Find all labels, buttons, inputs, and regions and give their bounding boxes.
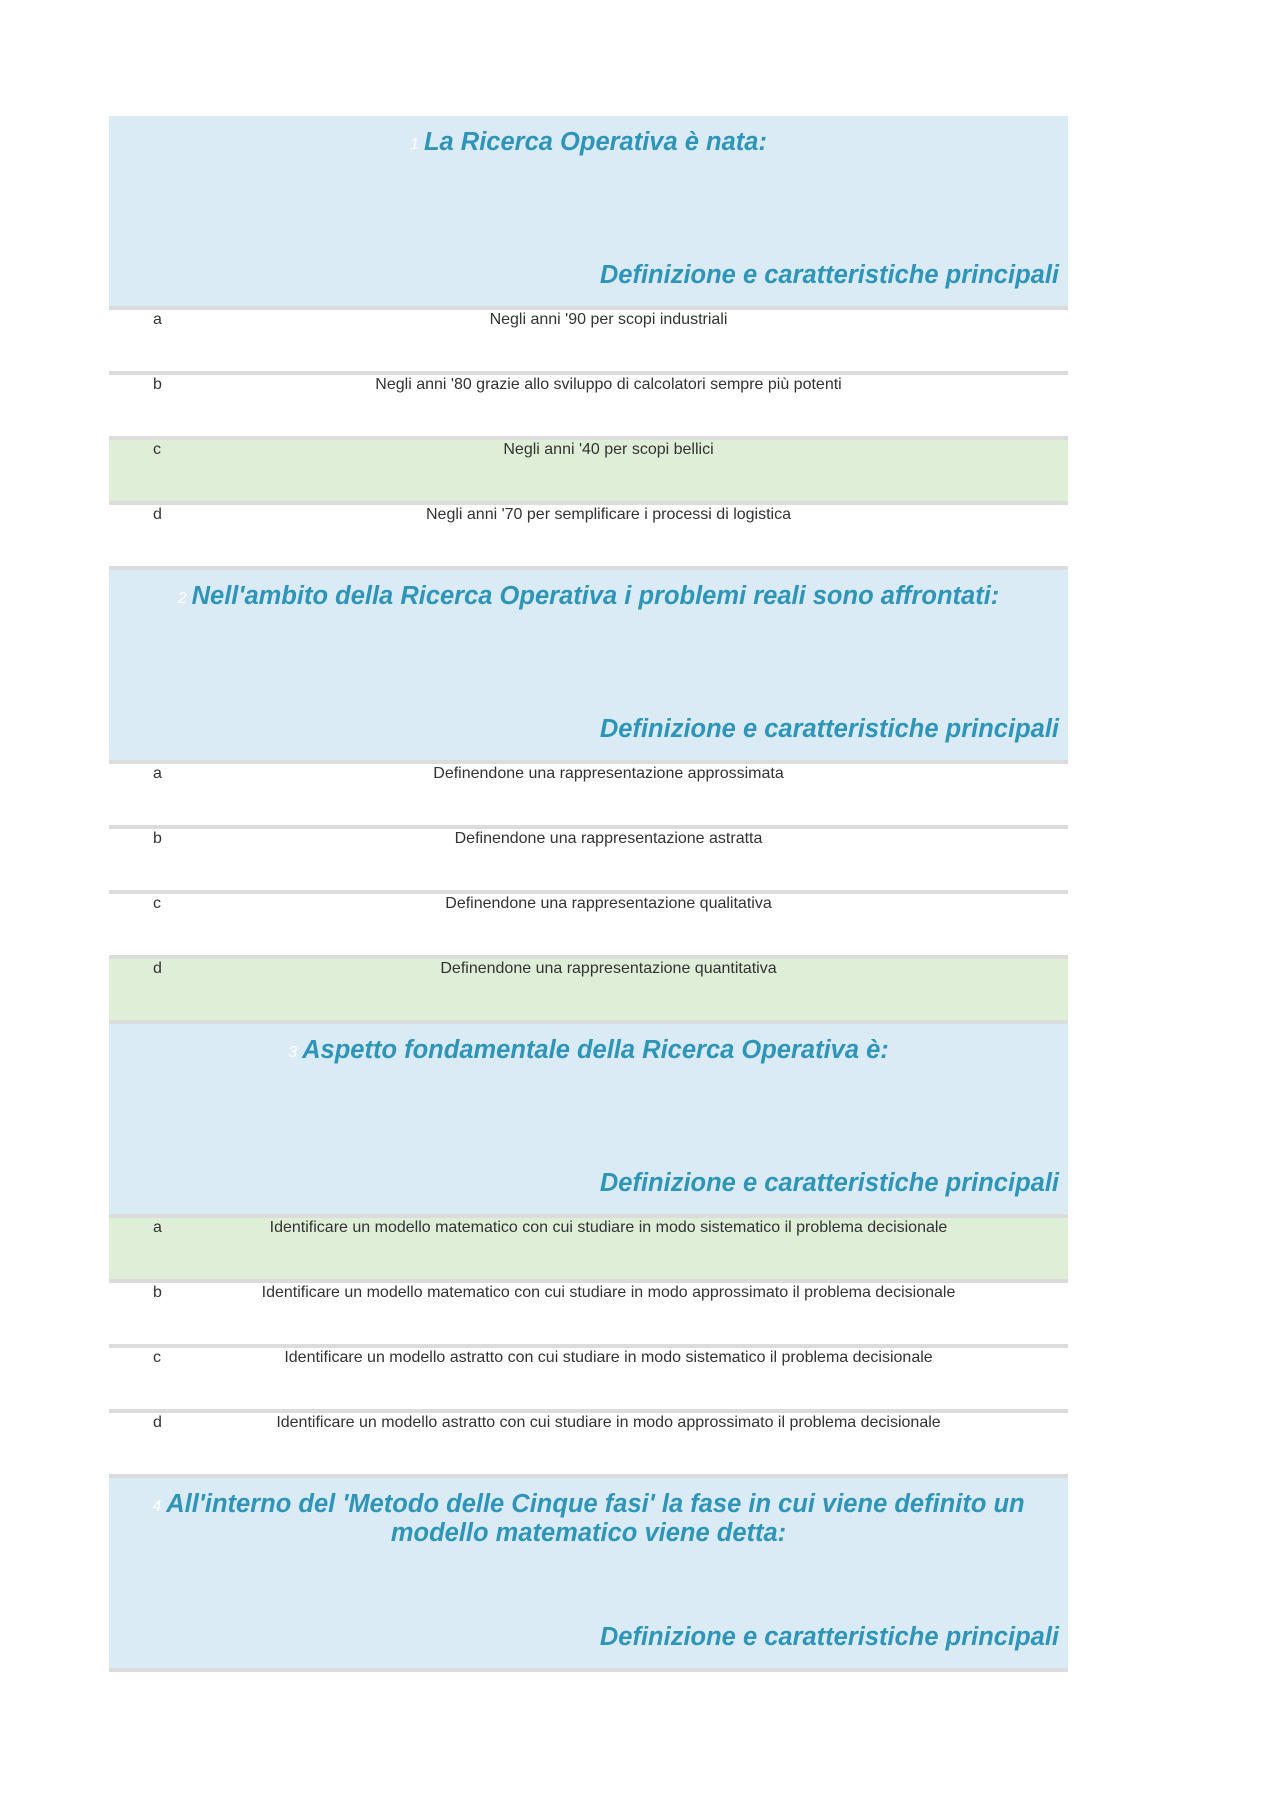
answer-letter: c: [153, 441, 161, 458]
question-text: All'interno del 'Metodo delle Cinque fasi' la fase in cui viene definito un modello matematico viene detta:: [166, 1490, 1025, 1547]
question-subject: Definizione e caratteristiche principali: [599, 261, 1059, 289]
answer-letter: b: [153, 1284, 162, 1301]
answer-text: Identificare un modello astratto con cui studiare in modo sistematico il problema decisionale: [284, 1349, 933, 1366]
answer-letter: b: [153, 830, 162, 847]
answer-letter: d: [153, 506, 162, 523]
question-header: [109, 116, 1068, 310]
answer-row-correct: [109, 959, 1068, 1024]
answer-letter: a: [153, 1219, 162, 1236]
answer-row: [109, 505, 1068, 570]
answer-text: Definendone una rappresentazione astratta: [454, 830, 763, 847]
question-header: [109, 1024, 1068, 1218]
answer-row: [109, 829, 1068, 894]
answer-row-correct: [109, 440, 1068, 505]
answer-text: Negli anni '40 per scopi bellici: [503, 441, 714, 458]
answer-letter: a: [153, 311, 162, 328]
answer-text: Negli anni '90 per scopi industriali: [489, 311, 728, 328]
answer-text: Identificare un modello matematico con cui studiare in modo approssimato il problema decisionale: [261, 1284, 956, 1301]
answer-text: Definendone una rappresentazione qualitativa: [445, 895, 772, 912]
question-2: [109, 570, 1068, 1024]
answer-row: [109, 1283, 1068, 1348]
answer-text: Identificare un modello matematico con cui studiare in modo sistematico il problema decisionale: [269, 1219, 948, 1236]
question-title: [109, 1037, 1068, 1066]
answer-letter: c: [153, 1349, 161, 1366]
answer-letter: a: [153, 765, 162, 782]
answer-row: [109, 1348, 1068, 1413]
answer-text: Definendone una rappresentazione quantitativa: [440, 960, 777, 977]
question-number: 3: [288, 1044, 298, 1061]
question-number: 4: [152, 1498, 162, 1515]
question-header: [109, 1478, 1068, 1672]
answer-row: [109, 310, 1068, 375]
answer-text: Negli anni '80 grazie allo sviluppo di calcolatori sempre più potenti: [375, 376, 842, 393]
question-title: [109, 583, 1068, 612]
answer-letter: b: [153, 376, 162, 393]
question-subject: Definizione e caratteristiche principali: [599, 1169, 1059, 1197]
answer-row: [109, 894, 1068, 959]
answer-row: [109, 1413, 1068, 1478]
question-title: [109, 1491, 1068, 1546]
question-number: 1: [410, 136, 419, 153]
question-4: [109, 1478, 1068, 1672]
answer-text: Identificare un modello astratto con cui studiare in modo approssimato il problema decisionale: [276, 1414, 941, 1431]
answer-text: Definendone una rappresentazione approssimata: [433, 765, 784, 782]
answer-row: [109, 375, 1068, 440]
question-3: [109, 1024, 1068, 1478]
question-subject: Definizione e caratteristiche principali: [599, 1623, 1059, 1651]
question-subject: Definizione e caratteristiche principali: [599, 715, 1059, 743]
answer-letter: d: [153, 960, 162, 977]
quiz-document: [109, 116, 1068, 1672]
answer-letter: c: [153, 895, 161, 912]
answer-text: Negli anni '70 per semplificare i processi di logistica: [426, 506, 791, 523]
answer-row-correct: [109, 1218, 1068, 1283]
question-text: Nell'ambito della Ricerca Operativa i problemi reali sono affrontati:: [191, 582, 1000, 610]
question-header: [109, 570, 1068, 764]
answer-letter: d: [153, 1414, 162, 1431]
question-text: La Ricerca Operativa è nata:: [423, 128, 767, 156]
answer-row: [109, 764, 1068, 829]
question-text: Aspetto fondamentale della Ricerca Operativa è:: [302, 1036, 889, 1064]
question-title: [109, 129, 1068, 158]
question-1: [109, 116, 1068, 570]
question-number: 2: [177, 590, 187, 607]
